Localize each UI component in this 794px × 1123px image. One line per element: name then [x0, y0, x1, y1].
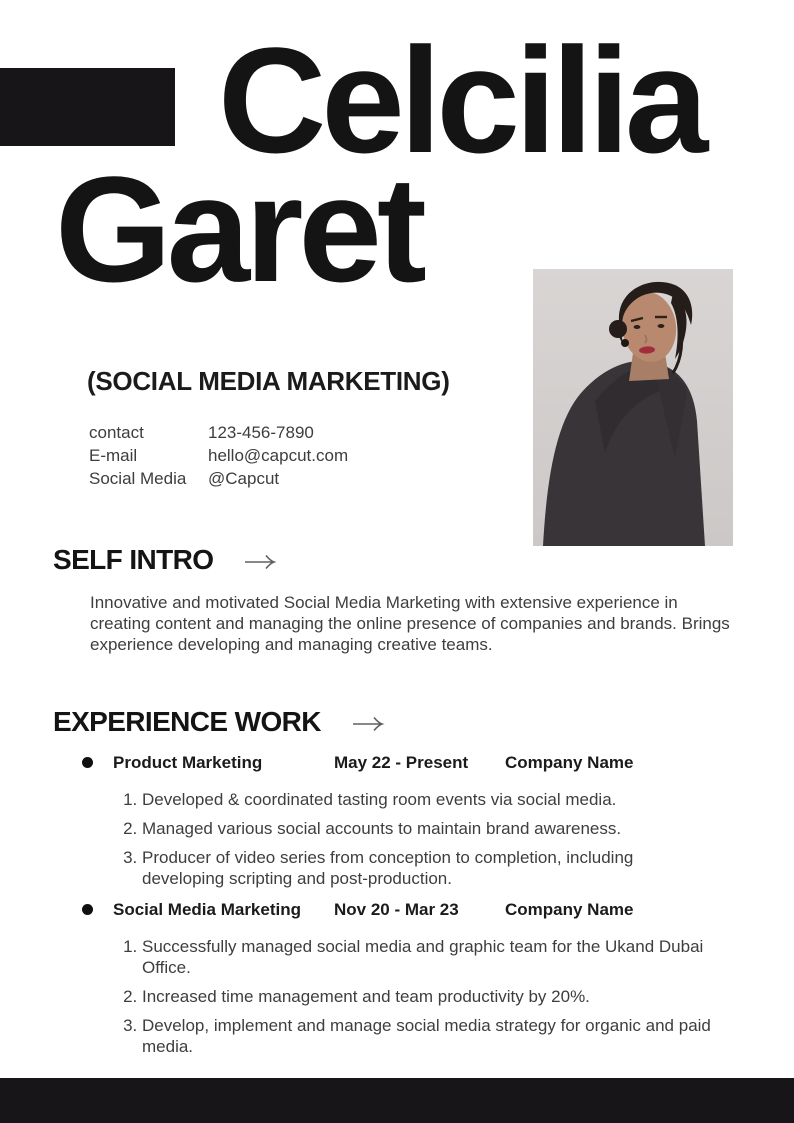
role-subtitle: (SOCIAL MEDIA MARKETING) [87, 366, 450, 396]
photo-earring [621, 339, 629, 347]
job-entry-product-marketing [0, 753, 794, 897]
job-header [0, 900, 794, 924]
self-intro-heading-label: SELF INTRO [53, 544, 214, 575]
job-dates: Nov 20 - Mar 23 [334, 900, 459, 919]
job-achievement-item: 1. Successfully managed social media and graphic team for the Ukand Dubai Office. [142, 936, 720, 978]
bullet-icon [82, 757, 93, 768]
experience-heading-label: EXPERIENCE WORK [53, 706, 321, 737]
person-last-name: Garet [55, 145, 422, 313]
job-achievement-item: 1. Developed & coordinated tasting room events via social media. [142, 789, 720, 810]
bottom-accent-bar [0, 1078, 794, 1123]
profile-photo-illustration [533, 269, 733, 546]
self-intro-paragraph: Innovative and motivated Social Media Marketing with extensive experience in creating content and managing the online presence of companies and brands. Brings experience developing and managing creative teams. [90, 593, 730, 654]
contact-value-social: @Capcut [208, 469, 280, 488]
job-entry-social-media-marketing [0, 900, 794, 1065]
contact-value-phone: 123-456-7890 [208, 423, 314, 442]
job-achievement-item: 2. Increased time management and team productivity by 20%. [142, 986, 720, 1007]
section-heading-self-intro [53, 544, 279, 576]
photo-hair-bun [609, 320, 627, 338]
job-achievement-item: 3. Producer of video series from conception to completion, including developing scripting and post-production. [142, 847, 720, 889]
contact-block [89, 424, 348, 488]
photo-eye-left [634, 325, 641, 329]
job-achievement-list [0, 936, 720, 1057]
photo-eye-right [658, 324, 665, 328]
contact-value-email: hello@capcut.com [208, 446, 349, 465]
job-title: Product Marketing [113, 753, 263, 772]
arrow-right-icon [243, 554, 279, 570]
job-header [0, 753, 794, 777]
job-achievement-item: 3. Develop, implement and manage social media strategy for organic and paid media. [142, 1015, 720, 1057]
contact-label-email: E-mail [89, 446, 138, 465]
person-name [55, 16, 704, 313]
contact-label-social: Social Media [89, 469, 187, 488]
job-dates: May 22 - Present [334, 753, 469, 772]
contact-label-phone: contact [89, 423, 144, 442]
arrow-right-icon [351, 716, 387, 732]
job-title: Social Media Marketing [113, 900, 301, 919]
section-heading-experience [53, 706, 387, 738]
person-first-name: Celcilia [218, 16, 704, 184]
profile-photo [533, 269, 733, 546]
bullet-icon [82, 904, 93, 915]
job-company: Company Name [505, 900, 634, 919]
job-achievement-item: 2. Managed various social accounts to maintain brand awareness. [142, 818, 720, 839]
job-company: Company Name [505, 753, 634, 772]
job-achievement-list [0, 789, 720, 889]
